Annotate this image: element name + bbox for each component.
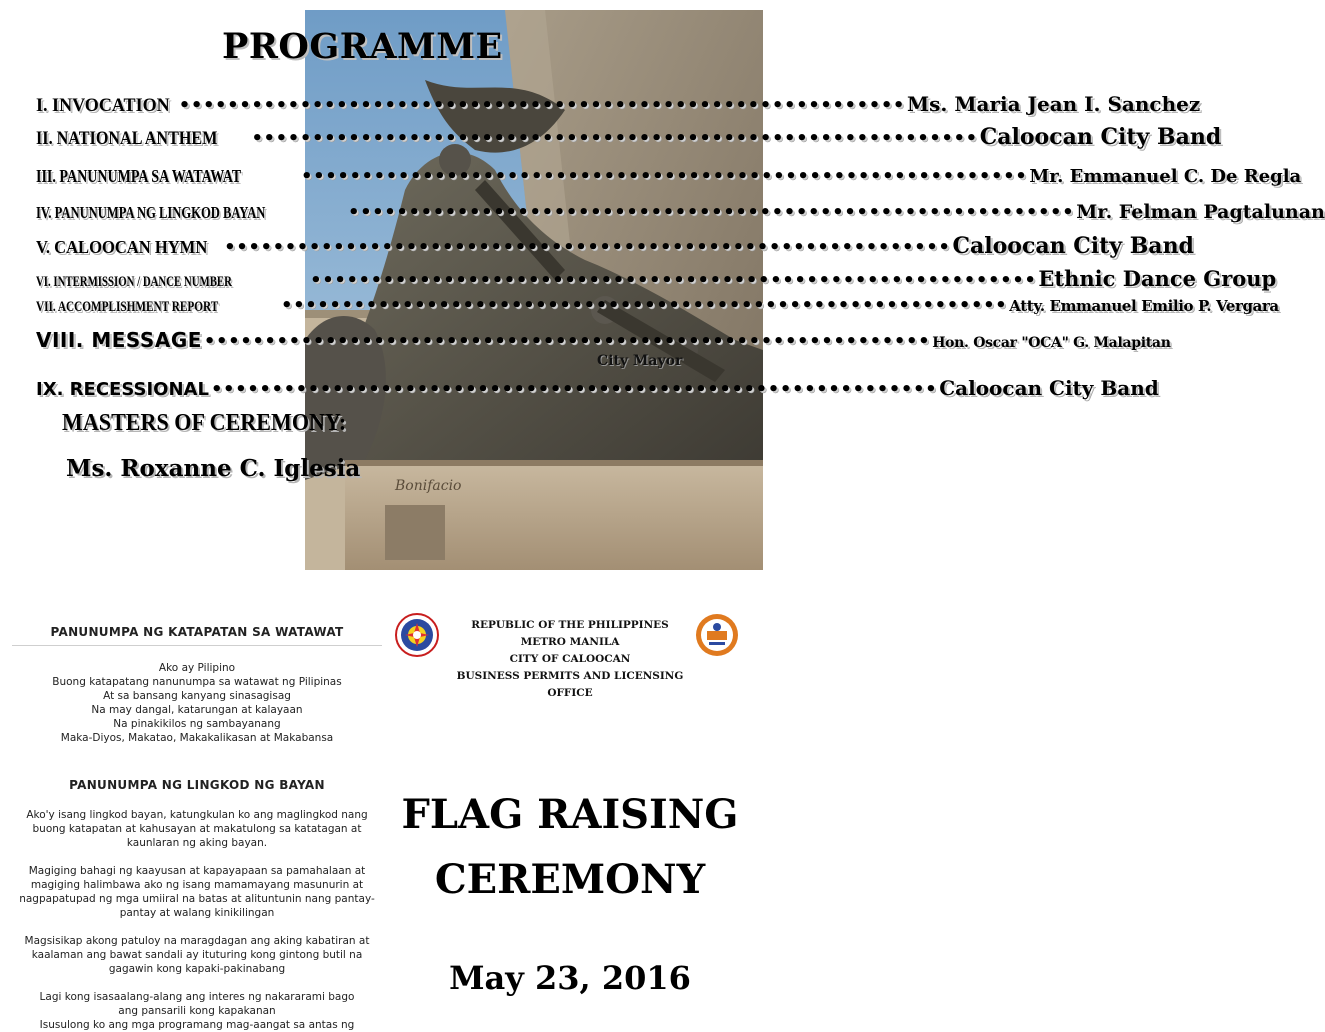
pledge-line: Na may dangal, katarungan at kalayaan [91,704,303,716]
programme-title: PROGRAMME [222,26,503,67]
programme-item-accomplishment-report [36,295,1279,316]
programme-item-label: I. INVOCATION [36,95,170,116]
dot-leader: •••••••••••••••••••••••••••••••••••••••••••••••••••••••••••• [210,379,938,400]
dot-leader: •••••••••••••••••••••••••••••••••••••••••••••••••••••••••••• [224,237,951,258]
programme-item-national-anthem [36,124,1222,150]
masters-of-ceremony-name: Ms. Roxanne C. Iglesia [66,455,361,482]
pledge-paragraph: Magiging bahagi ng kaayusan at kapayapaan sa pamahalaan at magiging halimbawa ako ng isang mamamayang masunurin at nagpapatupad ng mga umiiral na batas at alituntunin nang pantay-pantay at walang kinikilingan [19,865,375,919]
programme-item-message [36,328,1171,352]
header-line: REPUBLIC OF THE PHILIPPINES [471,619,669,631]
dot-leader: •••••••••••••••••••••••••••••••••••••••••••••••••••••••••••• [178,95,906,116]
programme-item-label: III. PANUNUMPA SA WATAWAT [36,166,242,186]
mayor-title: City Mayor [597,353,683,369]
header-line: CITY OF CALOOCAN [509,653,631,665]
pledge-paragraph: Ako'y isang lingkod bayan, katungkulan ko ang maglingkod nang buong katapatan at kahusayan at makatulong sa katatagan at kaunlaran ng aking bayan. [26,809,368,849]
programme-item-performer: Ms. Maria Jean I. Sanchez [907,92,1201,116]
issuing-office-header [450,617,690,702]
programme-item-label: IX. RECESSIONAL [36,379,209,400]
programme-item-performer: Mr. Felman Pagtalunan [1076,201,1325,223]
programme-item-performer: Caloocan City Band [939,376,1159,400]
programme-item-invocation [36,92,1201,117]
pledge-paragraph: Magsisikap akong patuloy na maragdagan ang aking kabatiran at kaalaman ang bawat sandali ay ituturing kong gintong butil na gagawin kong kapaki-pakinabang [24,935,370,975]
pledge-line: Maka-Diyos, Makatao, Makakalikasan at Makabansa [60,732,334,744]
header-line: METRO MANILA [520,636,620,648]
pledge-line: Ako ay Pilipino [158,662,236,674]
programme-item-recessional [36,376,1159,400]
programme-item-label: IV. PANUNUMPA NG LINGKOD BAYAN [36,203,266,222]
programme-item-label: II. NATIONAL ANTHEM [36,128,218,149]
programme-item-label: VI. INTERMISSION / DANCE NUMBER [36,274,232,290]
pledge-line: Buong katapatang nanunumpa sa watawat ng Pilipinas [52,676,342,688]
event-title [390,782,750,912]
programme-item-performer: Ethnic Dance Group [1038,266,1277,291]
divider [12,645,382,646]
programme-item-label: VIII. MESSAGE [36,328,202,352]
event-title-line: CEREMONY [434,856,706,903]
pledge-paragraph: Isusulong ko ang mga programang mag-aangat sa antas ng [39,1019,355,1031]
programme-item-servant-pledge [36,201,1325,223]
header-line: BUSINESS PERMITS AND LICENSING OFFICE [456,670,684,699]
pledge-paragraph: Lagi kong isasaalang-alang ang interes ng nakararami bago ang pansarili kong kapakanan [39,991,355,1017]
dot-leader: •••••••••••••••••••••••••••••••••••••••••••••••••••••••••••• [280,295,1008,316]
servant-pledge-title: PANUNUMPA NG LINGKOD NG BAYAN [69,778,325,792]
programme-item-performer: Hon. Oscar "OCA" G. Malapitan [932,335,1171,351]
dot-leader: •••••••••••••••••••••••••••••••••••••••••••••••••••••••••••• [301,166,1028,187]
programme-item-label: V. CALOOCAN HYMN [36,237,208,257]
masters-of-ceremony-label: MASTERS OF CEREMONY: [62,410,347,436]
programme-item-performer: Caloocan City Band [952,233,1194,259]
dot-leader: •••••••••••••••••••••••••••••••••••••••••••••••••••••••••••• [251,128,978,149]
servant-pledge-text [12,808,382,1032]
event-title-line: FLAG RAISING [401,791,739,838]
programme-item-flag-pledge [36,166,1302,187]
pledges-column [12,625,382,1032]
programme-item-caloocan-hymn [36,233,1194,259]
programme-item-label: VII. ACCOMPLISHMENT REPORT [36,299,219,315]
dot-leader: •••••••••••••••••••••••••••••••••••••••••••••••••••••••••••• [347,202,1075,223]
dot-leader: •••••••••••••••••••••••••••••••••••••••••••••••••••••••••••• [203,331,931,352]
programme-item-performer: Atty. Emmanuel Emilio P. Vergara [1009,297,1279,315]
programme-item-performer: Caloocan City Band [979,124,1222,150]
bplo-seal-icon [395,613,439,657]
programme-item-intermission [36,266,1277,291]
flag-pledge-title: PANUNUMPA NG KATAPATAN SA WATAWAT [50,625,344,639]
pledge-line: Na pinakikilos ng sambayanang [113,718,281,730]
pledge-line: At sa bansang kanyang sinasagisag [103,690,291,702]
caloocan-city-seal-icon [695,613,739,657]
programme-item-performer: Mr. Emmanuel C. De Regla [1029,166,1302,187]
svg-text:Bonifacio: Bonifacio [395,478,462,494]
event-date: May 23, 2016 [449,959,691,997]
flag-pledge-text [12,661,382,745]
dot-leader: •••••••••••••••••••••••••••••••••••••••••••••••••••••••••••• [310,270,1037,291]
